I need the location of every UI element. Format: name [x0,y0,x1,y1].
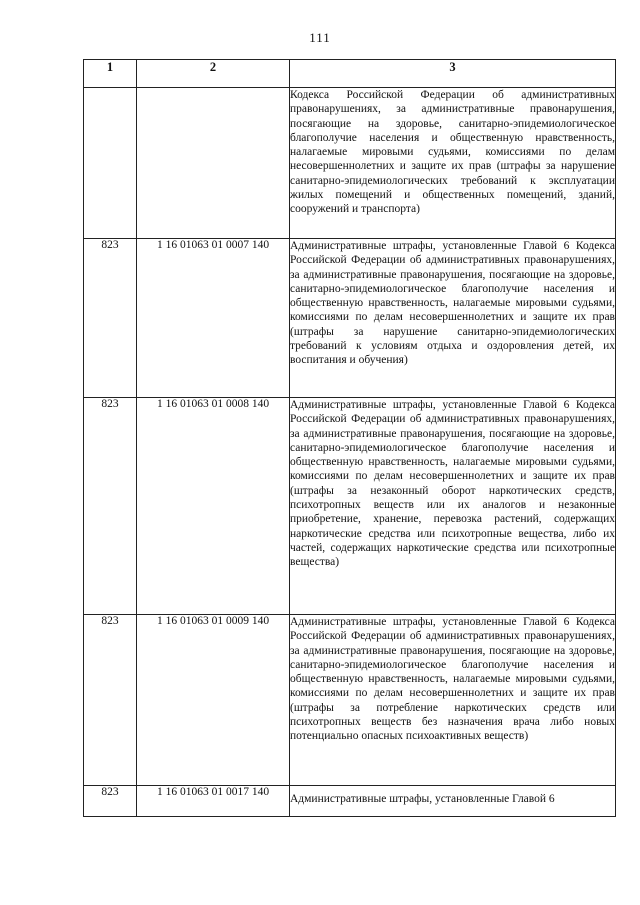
column-header-2: 2 [137,60,290,88]
kbk-code-cell: 1 16 01063 01 0008 140 [137,398,290,615]
page-number: 111 [309,30,331,45]
admin-code-cell: 823 [84,398,137,615]
description-cell: Административные штрафы, установленные Главой 6 Кодекса Российской Федерации об административных правонарушениях, за административные правонарушения, посягающие на здоровье, санитарно-эпидемиологическое благополучие населения и общественную нравственность, налагаемые мировыми судьями, комиссиями по делам несовершеннолетних и защите их прав (штрафы за нарушение санитарно-эпидемиологических требований к условиям отдыха и оздоровления детей, их воспитания и обучения) [290,239,616,398]
kbk-code-cell: 1 16 01063 01 0007 140 [137,239,290,398]
kbk-code-cell: 1 16 01063 01 0017 140 [137,786,290,817]
admin-code-cell: 823 [84,615,137,786]
column-header-1: 1 [84,60,137,88]
admin-code-cell: 823 [84,786,137,817]
table-row [84,398,616,615]
table-row [84,615,616,786]
table-row [84,239,616,398]
kbk-code-cell: 1 16 01063 01 0009 140 [137,615,290,786]
table-row [84,786,616,817]
table-row [84,88,616,239]
kbk-code-cell [137,88,290,239]
column-header-3: 3 [290,60,616,88]
admin-code-cell [84,88,137,239]
description-cell: Административные штрафы, установленные Главой 6 Кодекса Российской Федерации об административных правонарушениях, за административные правонарушения, посягающие на здоровье, санитарно-эпидемиологическое благополучие населения и общественную нравственность, налагаемые мировыми судьями, комиссиями по делам несовершеннолетних и защите их прав (штрафы за потребление наркотических средств или психотропных веществ без назначения врача либо новых потенциально опасных психоактивных веществ) [290,615,616,786]
budget-codes-table [83,59,616,817]
table-header [84,60,616,88]
description-cell: Административные штрафы, установленные Главой 6 [290,786,616,817]
description-cell: Кодекса Российской Федерации об административных правонарушениях, за административные правонарушения, посягающие на здоровье, санитарно-эпидемиологическое благополучие населения и общественную нравственность, налагаемые мировыми судьями, комиссиями по делам несовершеннолетних и защите их прав (штрафы за нарушение санитарно-эпидемиологических требований к эксплуатации жилых помещений и общественных помещений, зданий, сооружений и транспорта) [290,88,616,239]
description-cell: Административные штрафы, установленные Главой 6 Кодекса Российской Федерации об административных правонарушениях, за административные правонарушения, посягающие на здоровье, санитарно-эпидемиологическое благополучие населения и общественную нравственность, налагаемые мировыми судьями, комиссиями по делам несовершеннолетних и защите их прав (штрафы за незаконный оборот наркотических средств, психотропных веществ или их аналогов и незаконные приобретение, хранение, перевозка растений, содержащих наркотические средства или психотропные вещества, либо их частей, содержащих наркотические средства или психотропные вещества) [290,398,616,615]
admin-code-cell: 823 [84,239,137,398]
